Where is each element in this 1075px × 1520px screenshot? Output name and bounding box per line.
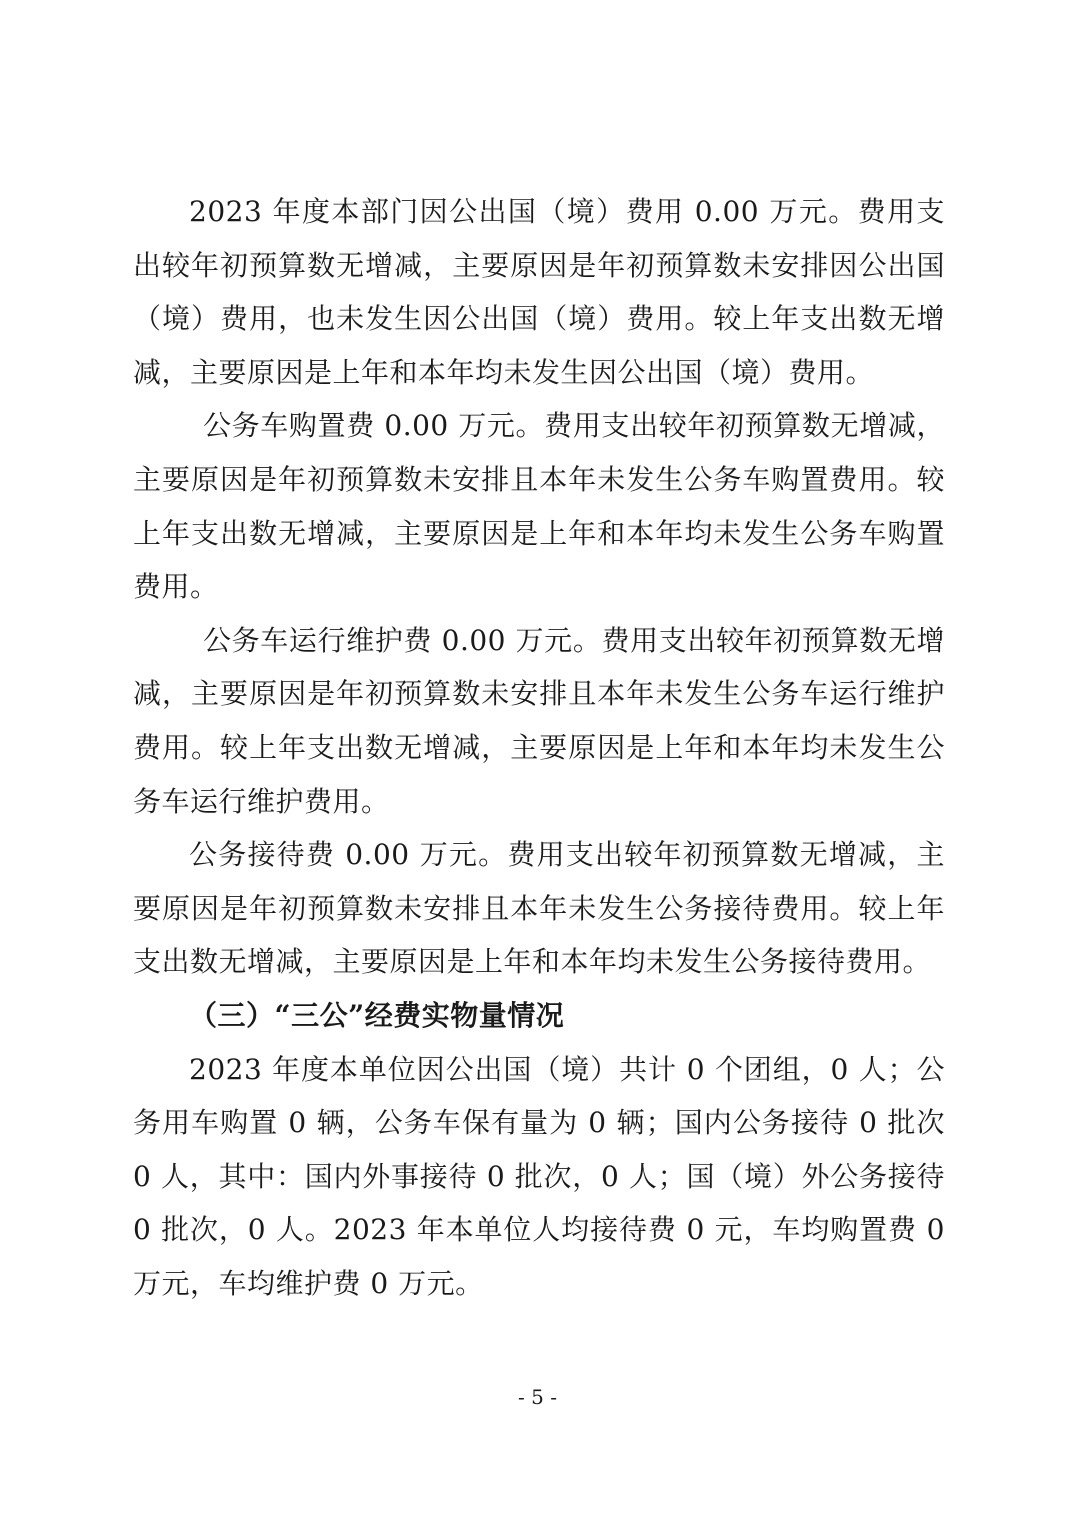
paragraph-official-reception: 公务接待费 0.00 万元。费用支出较年初预算数无增减，主要原因是年初预算数未安排且本年未发生公务接待费用。较上年支出数无增减，主要原因是上年和本年均未发生公务接待费用。	[133, 838, 945, 979]
document-body	[133, 185, 945, 1310]
paragraph-physical-quantity: 2023 年度本单位因公出国（境）共计 0 个团组，0 人；公务用车购置 0 辆，公务车保有量为 0 辆；国内公务接待 0 批次 0 人，其中：国内外事接待 0 批次，0 人；国（境）外公务接待 0 批次，0 人。2023 年本单位人均接待费 0 元，车均购置费 0 万元，车均维护费 0 万元。	[133, 1052, 945, 1300]
paragraph-vehicle-maintenance: 公务车运行维护费 0.00 万元。费用支出较年初预算数无增减，主要原因是年初预算数未安排且本年未发生公务车运行维护费用。较上年支出数无增减，主要原因是上年和本年均未发生公务车运行维护费用。	[133, 623, 945, 818]
paragraph-vehicle-purchase: 公务车购置费 0.00 万元。费用支出较年初预算数无增减，主要原因是年初预算数未安排且本年未发生公务车购置费用。较上年支出数无增减，主要原因是上年和本年均未发生公务车购置费用。	[133, 409, 945, 604]
section-heading: （三）“三公”经费实物量情况	[189, 998, 565, 1032]
page-number: - 5 -	[518, 1385, 557, 1409]
paragraph-overseas-travel: 2023 年度本部门因公出国（境）费用 0.00 万元。费用支出较年初预算数无增减，主要原因是年初预算数未安排因公出国（境）费用，也未发生因公出国（境）费用。较上年支出数无增减，主要原因是上年和本年均未发生因公出国（境）费用。	[133, 195, 945, 389]
